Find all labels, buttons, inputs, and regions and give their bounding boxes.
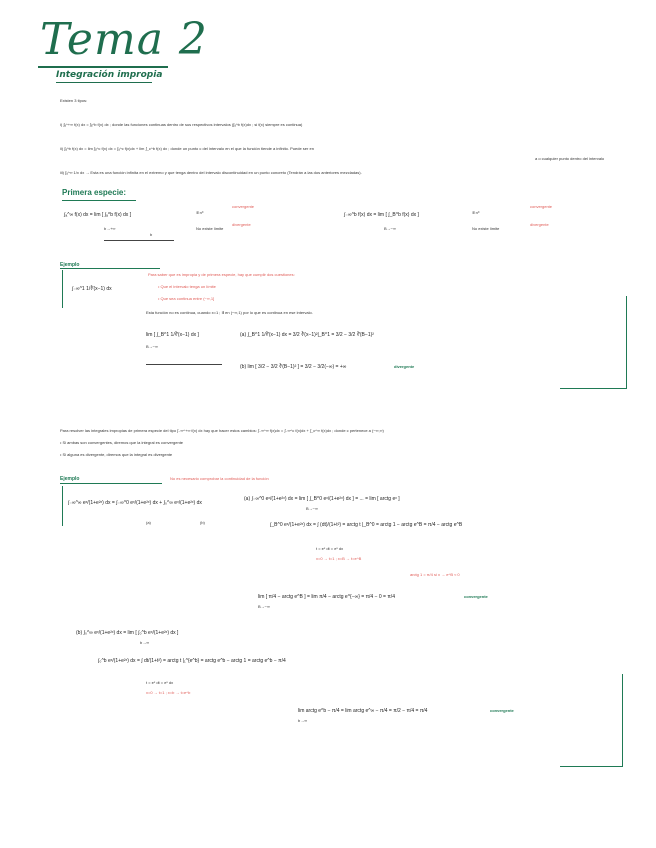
ejemplo-2-b-red-1: t = eˣ dt = eˣ dx [146,680,174,685]
ejemplo-1-work-2: (a) ∫_B^1 1/∛(x−1) dx = 3/2 ∛(x−1)²|_B^1 = 3/2 − 3/2 ∛(B−1)² [240,332,374,338]
ejemplo-2-top-rule [60,483,162,484]
subtitle-underline [56,82,152,83]
heading-underline [62,200,136,201]
ejemplo-2-left-rule [62,486,63,526]
ejemplo-2-a-line-2: ∫_B^0 eˣ/(1+e²ˣ) dx = ∫ (dt)/(1+t²) = arctg t |_B^0 = arctg 1 − arctg e^B = π/4 − arctg e^B [270,522,463,528]
ejemplo-2-a-result: lim [ π/4 − arctg e^B ] = lim π/4 − arctg e^{−∞} = π/4 − 0 = π/4 [258,594,395,600]
ejemplo-2-a-red-1: t = eˣ dt = eˣ dx [316,546,344,551]
ejemplo-2-b-conv: convergente [490,708,514,713]
middle-line-1: Para resolver las integrales impropias de primera especie del tipo ∫₋∞^+∞ f(x) dx hay que hacer estos cambios: ∫₋∞^∞ f(x)dx = ∫₋∞^c f(x)dx + ∫_c^∞ f(x)dx ; donde c pertenece a (−∞,∞) [60,428,384,433]
primera-left-formula: ∫ₐ^∞ f(x) dx = lim [ ∫ₐ^b f(x) dx ] [64,212,132,218]
primera-left-red-1: convergente [232,204,255,209]
ejemplo-1-result: divergente [394,364,415,369]
ejemplo-1-brace [146,364,222,365]
ejemplo-2-b-line-1: (b) ∫₀^∞ eˣ/(1+e²ˣ) dx = lim [ ∫₀^b eˣ/(1+e²ˣ) dx ] [76,630,179,636]
primera-left-brace [104,240,174,241]
ejemplo-2-a-line-1: (a) ∫₋∞^0 eˣ/(1+e²ˣ) dx = lim [ ∫_B^0 eˣ/(1+e²ˣ) dx ] = ... = lim [ arctg eˣ ] [244,496,400,502]
primera-left-red-2: divergente [232,222,251,227]
ejemplo-2-brace-b: (b) [200,520,205,525]
primera-left-lim: b→+∞ [104,226,116,231]
ejemplo-1-right-rule [626,296,627,388]
ejemplo-1-left-rule [62,270,63,308]
ejemplo-1-note-1: Para saber que es impropia y de primera especie, hay que cumplir dos cuestiones: [148,272,295,277]
intro-line-0: Existen 3 tipos: [60,98,88,103]
primera-right-red-2: divergente [530,222,549,227]
ejemplo-2-a-result-lim: B→−∞ [258,604,270,609]
intro-line-3: iii) ∫ₐ^∞ 1/x dx → Esta es una función infinita en el extremo y que tenga dentro del intervalo discontinuidad en un punto concreto (Tendrán a las dos anteriores mezcladas). [60,170,362,175]
middle-line-2: • Si ambas son convergentes, diremos que la integral es convergente [60,440,184,445]
ejemplo-2-b-line-1-lim: b→∞ [140,640,150,645]
ejemplo-1-bottom-rule [560,388,627,389]
primera-especie-heading: Primera especie: [62,188,127,197]
ejemplo-1-top-rule [60,268,160,269]
primera-right-opt-2: No existe límite [472,226,500,231]
ejemplo-1-work-3: (b) lim [ 3/2 − 3/2 ∛(B−1)² ] = 3/2 − 3/2(−∞) = +∞ [240,364,347,370]
ejemplo-1-label: Ejemplo [60,262,80,268]
primera-right-formula: ∫₋∞^b f(x) dx = lim [ ∫_B^b f(x) dx ] [344,212,419,218]
ejemplo-1-note-4: Esta función no es continua, cuando x=1 ; ∃ en (−∞,1) por lo que es continua en ese intervalo. [146,310,313,315]
ejemplo-2-b-red-2: x=0 → t=1 ; x=b → t=e^b [146,690,191,695]
intro-line-2: ii) ∫ₐ^b f(x) dx = lim ∫ₐ^c f(x) dx = ∫ₐ^c f(x)dx + lim ∫_c^b f(x) dx ; donde un punto c del intervalo en el que la función tiende a infinito. Puede ser en [60,146,314,151]
ejemplo-1-work-1-lim: B→−∞ [146,344,158,349]
primera-right-lim: B→−∞ [384,226,396,231]
ejemplo-2-a-red-2: x=0 → t=1 ; x=B → t=e^B [316,556,362,561]
primera-left-opt-1: ∃ nº [196,210,204,215]
ejemplo-2-b-result-lim: b→∞ [298,718,308,723]
intro-line-1: i) ∫ₐ^+∞ f(x) dx = ∫ₐ^b f(x) dx ; donde las funciones continuas dentro de sus respectivos intervalos (∫ₐ^b f(x)dx ; si f(x) siempre es continua) [60,122,303,127]
page-title: Tema 2 [40,14,208,65]
ejemplo-2-a-line-1-lim: B→−∞ [306,506,318,511]
ejemplo-2-b-line-2: ∫₀^b eˣ/(1+e²ˣ) dx = ∫ dt/(1+t²) = arctg t |₁^{e^b} = arctg e^b − arctg 1 = arctg e^b − π/4 [98,658,286,664]
ejemplo-2-a-conv: convergente [464,594,488,599]
primera-left-opt-2: No existe límite [196,226,224,231]
primera-left-brace-label: b [150,232,153,237]
primera-right-opt-1: ∃ nº [472,210,480,215]
ejemplo-2-bottom-rule [560,766,623,767]
primera-right-red-1: convergente [530,204,553,209]
ejemplo-2-right-rule [622,674,623,766]
ejemplo-2-red-note: No es necesario comprobar la continuidad de la función [170,476,269,481]
ejemplo-1-note-3: • Que sea continua entre (−∞,1] [158,296,215,301]
ejemplo-2-label: Ejemplo [60,476,80,482]
section-subtitle: Integración impropia [56,70,163,80]
ejemplo-1-integral: ∫₋∞^1 1/∛(x−1) dx [72,286,112,292]
intro-line-2b: a o cualquier punto dentro del intervalo [535,156,605,161]
ejemplo-1-note-2: • Que el intervalo tenga un límite [158,284,216,289]
ejemplo-2-a-note-red: arctg 1 = π/4 si x → e^B ≈ 0 [410,572,460,577]
middle-line-3: • Si alguna es divergente, diremos que la integral es divergente [60,452,173,457]
ejemplo-1-work-1: lim [ ∫_B^1 1/∛(x−1) dx ] [146,332,199,338]
title-underline [38,66,168,68]
ejemplo-2-brace-a: (a) [146,520,151,525]
ejemplo-2-b-result: lim arctg e^b − π/4 = lim arctg e^∞ − π/4 = π/2 − π/4 = π/4 [298,708,428,714]
ejemplo-2-split: ∫₋∞^∞ eˣ/(1+e²ˣ) dx = ∫₋∞^0 eˣ/(1+e²ˣ) dx + ∫₀^∞ eˣ/(1+e²ˣ) dx [68,500,202,506]
